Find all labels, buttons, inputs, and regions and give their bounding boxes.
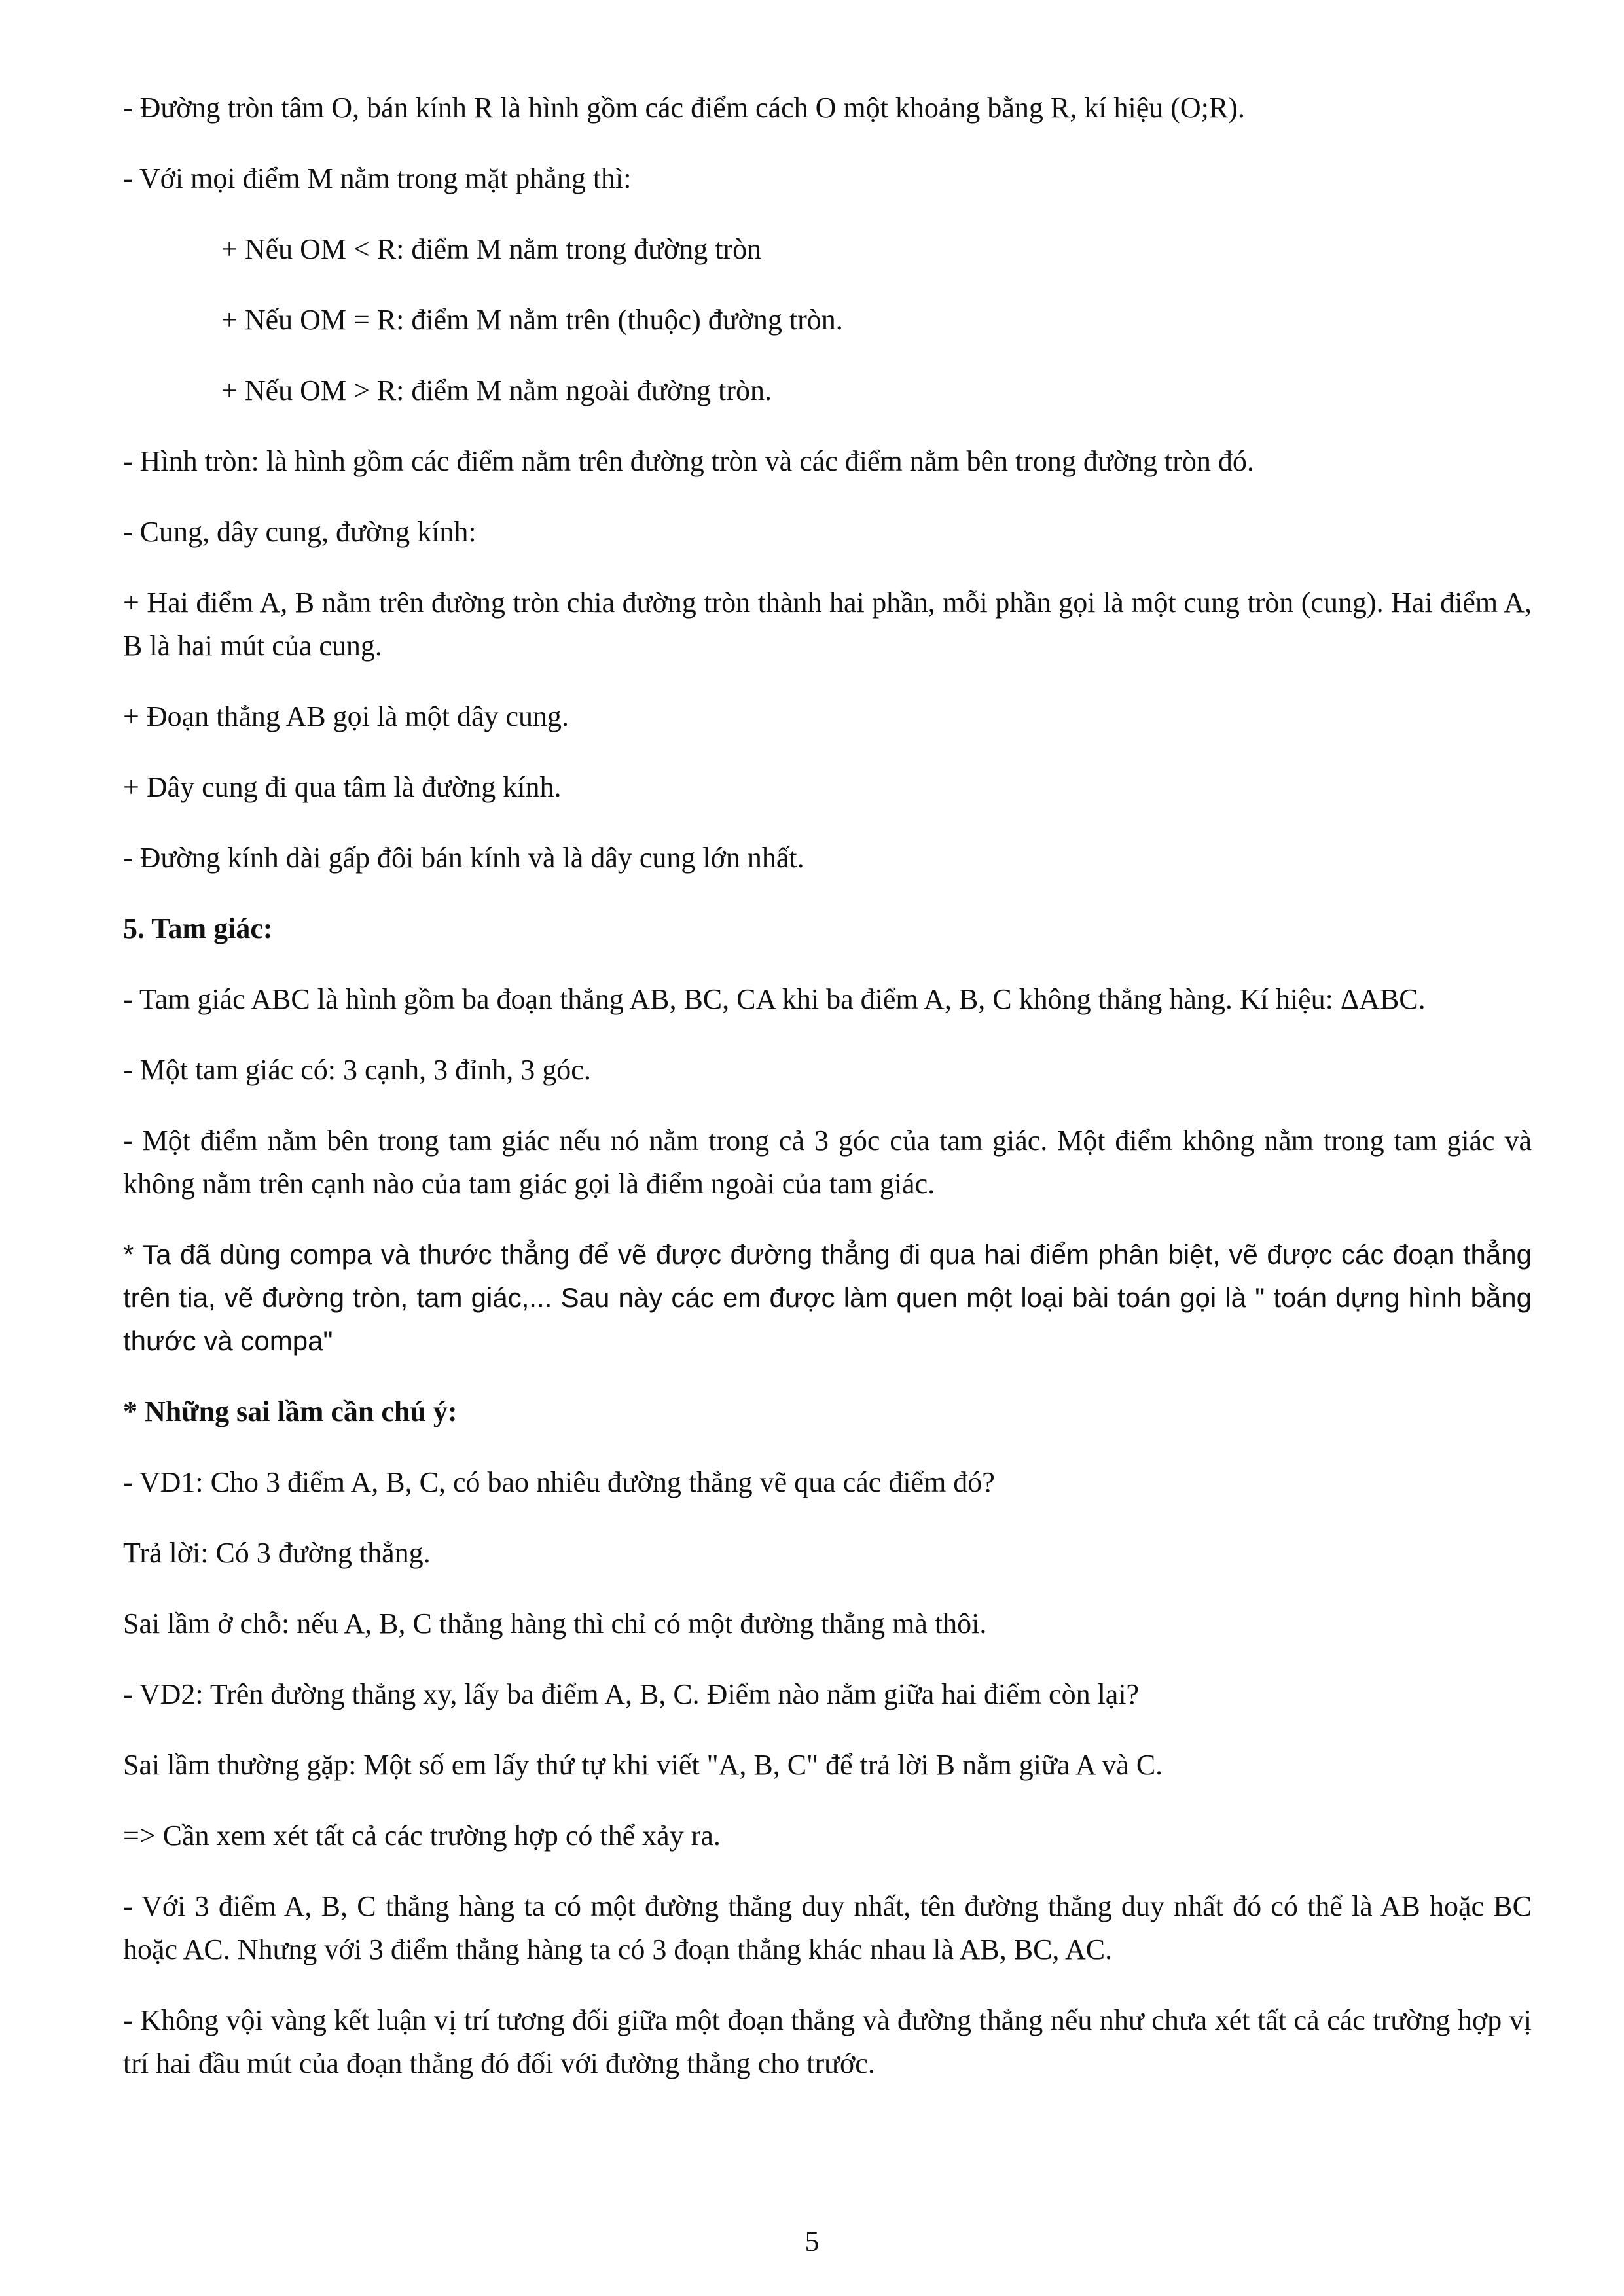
paragraph-example-1: - VD1: Cho 3 điểm A, B, C, có bao nhiêu đường thẳng vẽ qua các điểm đó? (123, 1466, 995, 1498)
paragraph-point-position-intro: - Với mọi điểm M nằm trong mặt phẳng thì: (123, 162, 632, 194)
paragraph-disk-definition: - Hình tròn: là hình gồm các điểm nằm trên đường tròn và các điểm nằm bên trong đường tròn đó. (123, 445, 1254, 477)
paragraph-conclusion-arrow: => Cần xem xét tất cả các trường hợp có thể xảy ra. (123, 1820, 721, 1852)
paragraph-collinear-points: - Với 3 điểm A, B, C thẳng hàng ta có một đường thẳng duy nhất, tên đường thẳng duy nhất đó có thể là AB hoặc BC hoặc AC. Nhưng với 3 điểm thẳng hàng ta có 3 đoạn thẳng khác nhau là AB, BC, AC. (123, 1890, 1532, 1965)
paragraph-arc-chord-diameter: - Cung, dây cung, đường kính: (123, 516, 477, 548)
paragraph-triangle-elements: - Một tam giác có: 3 cạnh, 3 đỉnh, 3 góc. (123, 1054, 591, 1086)
paragraph-triangle-definition: - Tam giác ABC là hình gồm ba đoạn thẳng AB, BC, CA khi ba điểm A, B, C không thẳng hàng. Kí hiệu: ΔABC. (123, 983, 1426, 1015)
paragraph-chord-definition: + Đoạn thẳng AB gọi là một dây cung. (123, 700, 569, 732)
section-heading-triangle: 5. Tam giác: (123, 912, 273, 944)
paragraph-circle-definition: - Đường tròn tâm O, bán kính R là hình gồm các điểm cách O một khoảng bằng R, kí hiệu (O;R). (123, 92, 1245, 124)
paragraph-mistake-2: Sai lầm thường gặp: Một số em lấy thứ tự khi viết "A, B, C" để trả lời B nằm giữa A và C. (123, 1749, 1163, 1781)
document-body (123, 86, 1532, 2113)
list-item-inside-circle: + Nếu OM < R: điểm M nằm trong đường tròn (221, 233, 762, 265)
paragraph-answer-1: Trả lời: Có 3 đường thẳng. (123, 1537, 431, 1569)
paragraph-arc-definition: + Hai điểm A, B nằm trên đường tròn chia đường tròn thành hai phần, mỗi phần gọi là một cung tròn (cung). Hai điểm A, B là hai mút của cung. (123, 586, 1532, 662)
paragraph-example-2: - VD2: Trên đường thẳng xy, lấy ba điểm A, B, C. Điểm nào nằm giữa hai điểm còn lại? (123, 1678, 1140, 1710)
page-number: 5 (804, 2225, 820, 2257)
paragraph-diameter-length: - Đường kính dài gấp đôi bán kính và là dây cung lớn nhất. (123, 842, 804, 874)
paragraph-diameter-definition: + Dây cung đi qua tâm là đường kính. (123, 771, 562, 803)
list-item-outside-circle: + Nếu OM > R: điểm M nằm ngoài đường tròn. (221, 374, 772, 406)
section-heading-common-mistakes: * Những sai lầm cần chú ý: (123, 1395, 458, 1427)
paragraph-compass-ruler-note: * Ta đã dùng compa và thước thẳng để vẽ được đường thẳng đi qua hai điểm phân biệt, vẽ được các đoạn thẳng trên tia, vẽ đường tròn, tam giác,... Sau này các em được làm quen một loại bài toán gọi là " toán dựng hình bằng thước và compa" (123, 1239, 1532, 1356)
paragraph-relative-position: - Không vội vàng kết luận vị trí tương đối giữa một đoạn thẳng và đường thẳng nếu như chưa xét tất cả các trường hợp vị trí hai đầu mút của đoạn thẳng đó đối với đường thẳng cho trước. (123, 2004, 1532, 2079)
paragraph-interior-point: - Một điểm nằm bên trong tam giác nếu nó nằm trong cả 3 góc của tam giác. Một điểm không nằm trong tam giác và không nằm trên cạnh nào của tam giác gọi là điểm ngoài của tam giác. (123, 1124, 1532, 1200)
paragraph-mistake-1: Sai lầm ở chỗ: nếu A, B, C thẳng hàng thì chỉ có một đường thẳng mà thôi. (123, 1607, 987, 1640)
list-item-on-circle: + Nếu OM = R: điểm M nằm trên (thuộc) đường tròn. (221, 304, 843, 336)
